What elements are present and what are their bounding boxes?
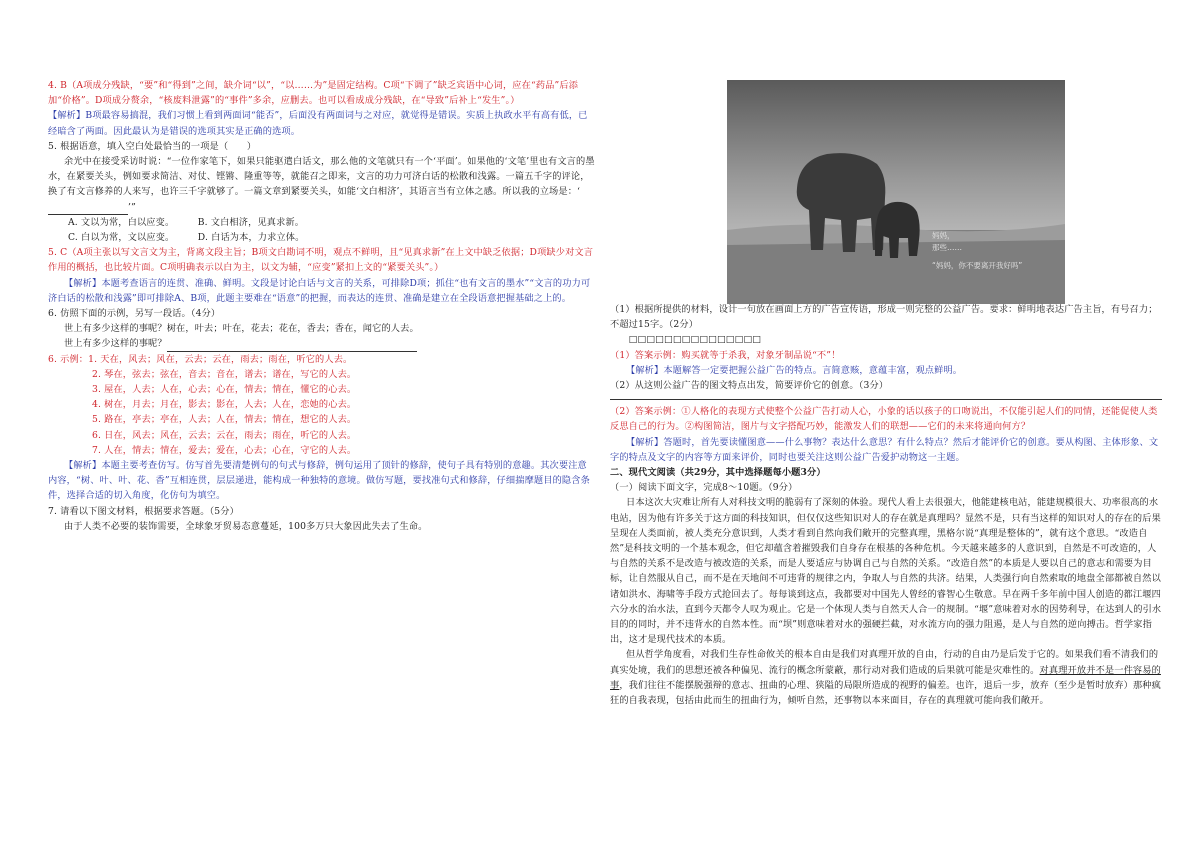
text-content: 5. C（A项主张以写文言文为主，背离文段主旨；B项文白勘词不明，观点不鲜明，且“见真求新”在上文中缺乏依据；D项缺少对文言作用的概括，也比较片面。C项明确表示以白为主，以文为辅，“应变”紧扣上文的“紧要关头”。）	[48, 247, 594, 274]
answer-line	[610, 393, 1162, 400]
text-content: 7. 请看以下图文材料，根据要求答题。（5分）	[48, 505, 239, 517]
text-content: 【解析】答题时，首先要读懂图意——什么事物？表达什么意思？有什么特点？然后才能评价它的创意。要从构图、主体形象、文字的特点及文字的内容等方面来评价，同时也要关注这则公益广告爱护动物这一主题。	[610, 436, 1159, 463]
text-line	[610, 348, 1162, 363]
text-line	[48, 504, 596, 519]
text-content: （1）答案示例：购买就等于杀我，对象牙制品说“不”！	[610, 349, 841, 361]
text-line	[48, 139, 596, 154]
text-content: □□□□□□□□□□□□□□□	[610, 334, 762, 346]
text-content: （一）阅读下面文字，完成8～10题。（9分）	[610, 482, 798, 494]
text-line	[48, 78, 596, 108]
text-content: 4. 树在，月去；月在，影去；影在，人去；人在，恋她的心去。	[92, 399, 357, 411]
text-line	[48, 306, 596, 321]
text-line	[48, 321, 596, 336]
text-line	[48, 215, 596, 230]
text-content: 5. 路在，亭去；亭在，人去；人在，情去；情在，想它的人去。	[92, 414, 357, 426]
text-line	[610, 404, 1162, 434]
text-line	[48, 412, 596, 427]
text-line	[48, 154, 596, 215]
text-line	[48, 336, 596, 351]
text-content-after: ，我们往往不能摆脱强辩的意志、扭曲的心理、狭隘的局限所造成的视野的偏差。也许，退后一步，放弃（至少是暂时放弃）那种疯狂的自我表现，包括由此而生的扭曲行为，倾听自然，还事物以本来面目，存在的真理就可能向我们敞开。	[610, 679, 1161, 707]
text-line	[610, 378, 1162, 393]
text-content: 二、现代文阅读（共29分，其中选择题每小题3分）	[610, 467, 826, 479]
text-line	[48, 428, 596, 443]
text-content: 世上有多少这样的事呢？	[64, 338, 167, 350]
text-content: （1）根据所提供的材料，设计一句放在画面上方的广告宣传语，形成一则完整的公益广告。要求：鲜明地表达广告主旨，有号召力；不超过15字。（2分）	[610, 304, 1158, 331]
text-content-after: ’”	[128, 201, 136, 213]
right-column	[610, 302, 1162, 708]
text-content: 6. 仿照下面的示例，另写一段话。（4分）	[48, 308, 221, 320]
text-content: 7. 人在，情去；情在，爱去；爱在，心去；心在，守它的人去。	[92, 444, 357, 456]
text-line	[48, 276, 596, 306]
text-line	[610, 435, 1162, 465]
text-line	[610, 480, 1162, 495]
text-content: 2. 琴在，弦去；弦在，音去；音在，谱去；谱在，写它的人去。	[92, 368, 357, 380]
photo-caption-line: 妈妈，	[932, 231, 955, 240]
text-content: 世上有多少这样的事呢？树在，叶去；叶在，花去；花在，香去；香在，闻它的人去。	[64, 323, 419, 335]
text-line	[48, 458, 596, 504]
text-line	[610, 465, 1162, 480]
baby-elephant-shape	[875, 202, 920, 258]
text-line	[48, 382, 596, 397]
photo-caption-line: 那些……	[932, 243, 962, 252]
text-line	[610, 495, 1162, 647]
answer-line	[167, 342, 417, 352]
text-content: 【解析】B项最容易搞混，我们习惯上看到两面词“能否”，后面没有两面词与之对应，就觉得是错误。实质上执政水平有高有低，已经暗含了两面。因此最认为是错误的选项其实是正确的选项。	[48, 110, 588, 137]
elephant-photo	[727, 80, 1065, 304]
text-content: C. 白以为常，文以应变。 D. 白话为本，力求立体。	[68, 232, 305, 244]
text-content: 6. 日在，风去；风在，云去；云在，雨去；雨在，听它的人去。	[92, 429, 357, 441]
text-line	[610, 647, 1162, 708]
text-content: 余光中在接受采访时说：“一位作家笔下，如果只能驱遣白话文，那么他的文笔就只有一个‘平面’。如果他的‘文笔’里也有文言的墨水，在紧要关头，例如要求简洁、对仗、铿锵、隆重等等，就能召之即来，文言的功力可济白话的松散和浅露。一篇五千字的评论，换了有文言修养的人来写，也许三千字就够了。一篇文章到紧要关头，如能‘文白相济’，其语言当有立体之感。所以我的立场是：‘	[48, 156, 595, 198]
text-content: 日本这次大灾难让所有人对科技文明的脆弱有了深刻的体验。现代人看上去很强大，他能建核电站，能建规模很大、功率很高的水电站，因为他有许多关于这方面的科技知识，但仅仅这些知识对人的存在就是真理吗？显然不是，只有当这样的知识对人的存在的后果呈现在人类面前，被人类充分意识到，人类才看到自然向我们敞开的完整真理，黑格尔说“真理是整体的”，就有这个意思。“改造自然”是科技文明的一个基本观念，但它却蕴含着摧毁我们自身存在根基的各种危机。今天越来越多的人意识到，自然是不可改造的，人与自然的关系不是改造与被改造的关系，而是人要适应与协调自己与自然的关系。“改造自然”的本质是人要以自己的意志和需要为目标，让自然服从自己，而不是在天地间不可违背的规律之内，争取人与自然的共济。结果，人类强行向自然索取的地盘全部都被自然以诸如洪水、海啸等手段方式抢回去了。每每谈到这点，我都要对中国先人曾经的睿智心生敬意。早在两千多年前中国人创造的都江堰四六分水的治水法，直到今天都令人叹为观止。它是一个体现人类与自然天人合一的规制。“堰”意味着对水的因势利导，在达到人的引水目的的同时，并不违背水的自然本性。而“坝”则意味着对水的强硬拦截，对水流方向的强力阻遏，是人与自然的逆向搏击。哲学家指出，这才是现代技术的本质。	[610, 497, 1162, 646]
text-line	[48, 367, 596, 382]
text-line	[48, 443, 596, 458]
text-content: 由于人类不必要的装饰需要，全球象牙贸易态意蔓延，100多万只大象因此失去了生命。	[64, 520, 428, 532]
text-line	[610, 363, 1162, 378]
text-line	[48, 108, 596, 138]
text-content: 5. 根据语意，填入空白处最恰当的一项是（ ）	[48, 140, 257, 152]
photo-caption	[932, 230, 1057, 272]
text-content: A. 文以为常，白以应变。 B. 文白相济，见真求新。	[68, 216, 305, 228]
text-line	[48, 397, 596, 412]
text-line	[48, 230, 596, 245]
text-content: 4. B（A项成分残缺，“要”和“得到”之间，缺介词“以”，“以……为”是固定结构。C项“下调了”缺乏宾语中心词，应在“药品”后添加“价格”。D项成分赘余，“核废料泄露”的“事件”多余，应删去。也可以看成成分残缺，在“导致”后补上“发生”。）	[48, 80, 579, 107]
left-column	[48, 78, 596, 534]
text-content: 【解析】本题主要考查仿写。仿写首先要清楚例句的句式与修辞，例句运用了顶针的修辞，使句子具有特别的意趣。其次要注意内容，“树、叶、叶、花、香”互相连贯，层层递进，能构成一种独特的意境。做仿写题，要找准句式和修辞，仔细揣摩题目的隐含条件，选择合适的切入角度，化仿句为填空。	[48, 460, 590, 502]
text-content: 【解析】本题解答一定要把握公益广告的特点。言简意赅，意蕴丰富，观点鲜明。	[626, 364, 963, 376]
answer-blank	[48, 204, 128, 215]
text-content: 3. 屋在，人去；人在，心去；心在，情去；情在，懂它的心去。	[92, 384, 357, 396]
text-line	[610, 302, 1162, 332]
text-content: （2）从这则公益广告的图文特点出发，简要评价它的创意。（3分）	[610, 380, 889, 392]
photo-caption-line: “妈妈，你不要离开我好吗”	[932, 261, 1023, 270]
text-line	[48, 519, 596, 534]
text-line	[48, 245, 596, 275]
text-content: 6. 示例：1. 天在，风去；风在，云去；云在，雨去；雨在，听它的人去。	[48, 353, 353, 365]
text-content: 但从哲学角度看，对我们生存性命攸关的根本自由是我们对真理开放的自由，行动的自由乃是后发于它的。如果我们看不清我们的真实处境，我们的思想还被各种偏见、流行的概念所蒙蔽，那行动对我们造成的后果就可能是灾难性的。	[610, 649, 1159, 676]
text-line	[48, 352, 596, 367]
text-content: （2）答案示例：①人格化的表现方式使整个公益广告打动人心，小象的话以孩子的口吻说出，不仅能引起人们的同情，还能促使人类反思自己的行为。②构图简洁，图片与文字搭配巧妙，能激发人们的联想——它们的未来将通向何方？	[610, 406, 1158, 433]
text-line	[610, 332, 1162, 347]
text-content: 【解析】本题考查语言的连贯、准确、鲜明。文段是讨论白话与文言的关系，可排除D项；抓住“也有文言的墨水”“文言的功力可济白话的松散和浅露”即可排除A、B项，此题主要难在“语意”的把握，而表达的连贯、准确是建立在全段语意把握基础之上的。	[48, 277, 591, 304]
underlined-sentence: 对真理开放并不是一件容易的事	[610, 664, 1161, 691]
